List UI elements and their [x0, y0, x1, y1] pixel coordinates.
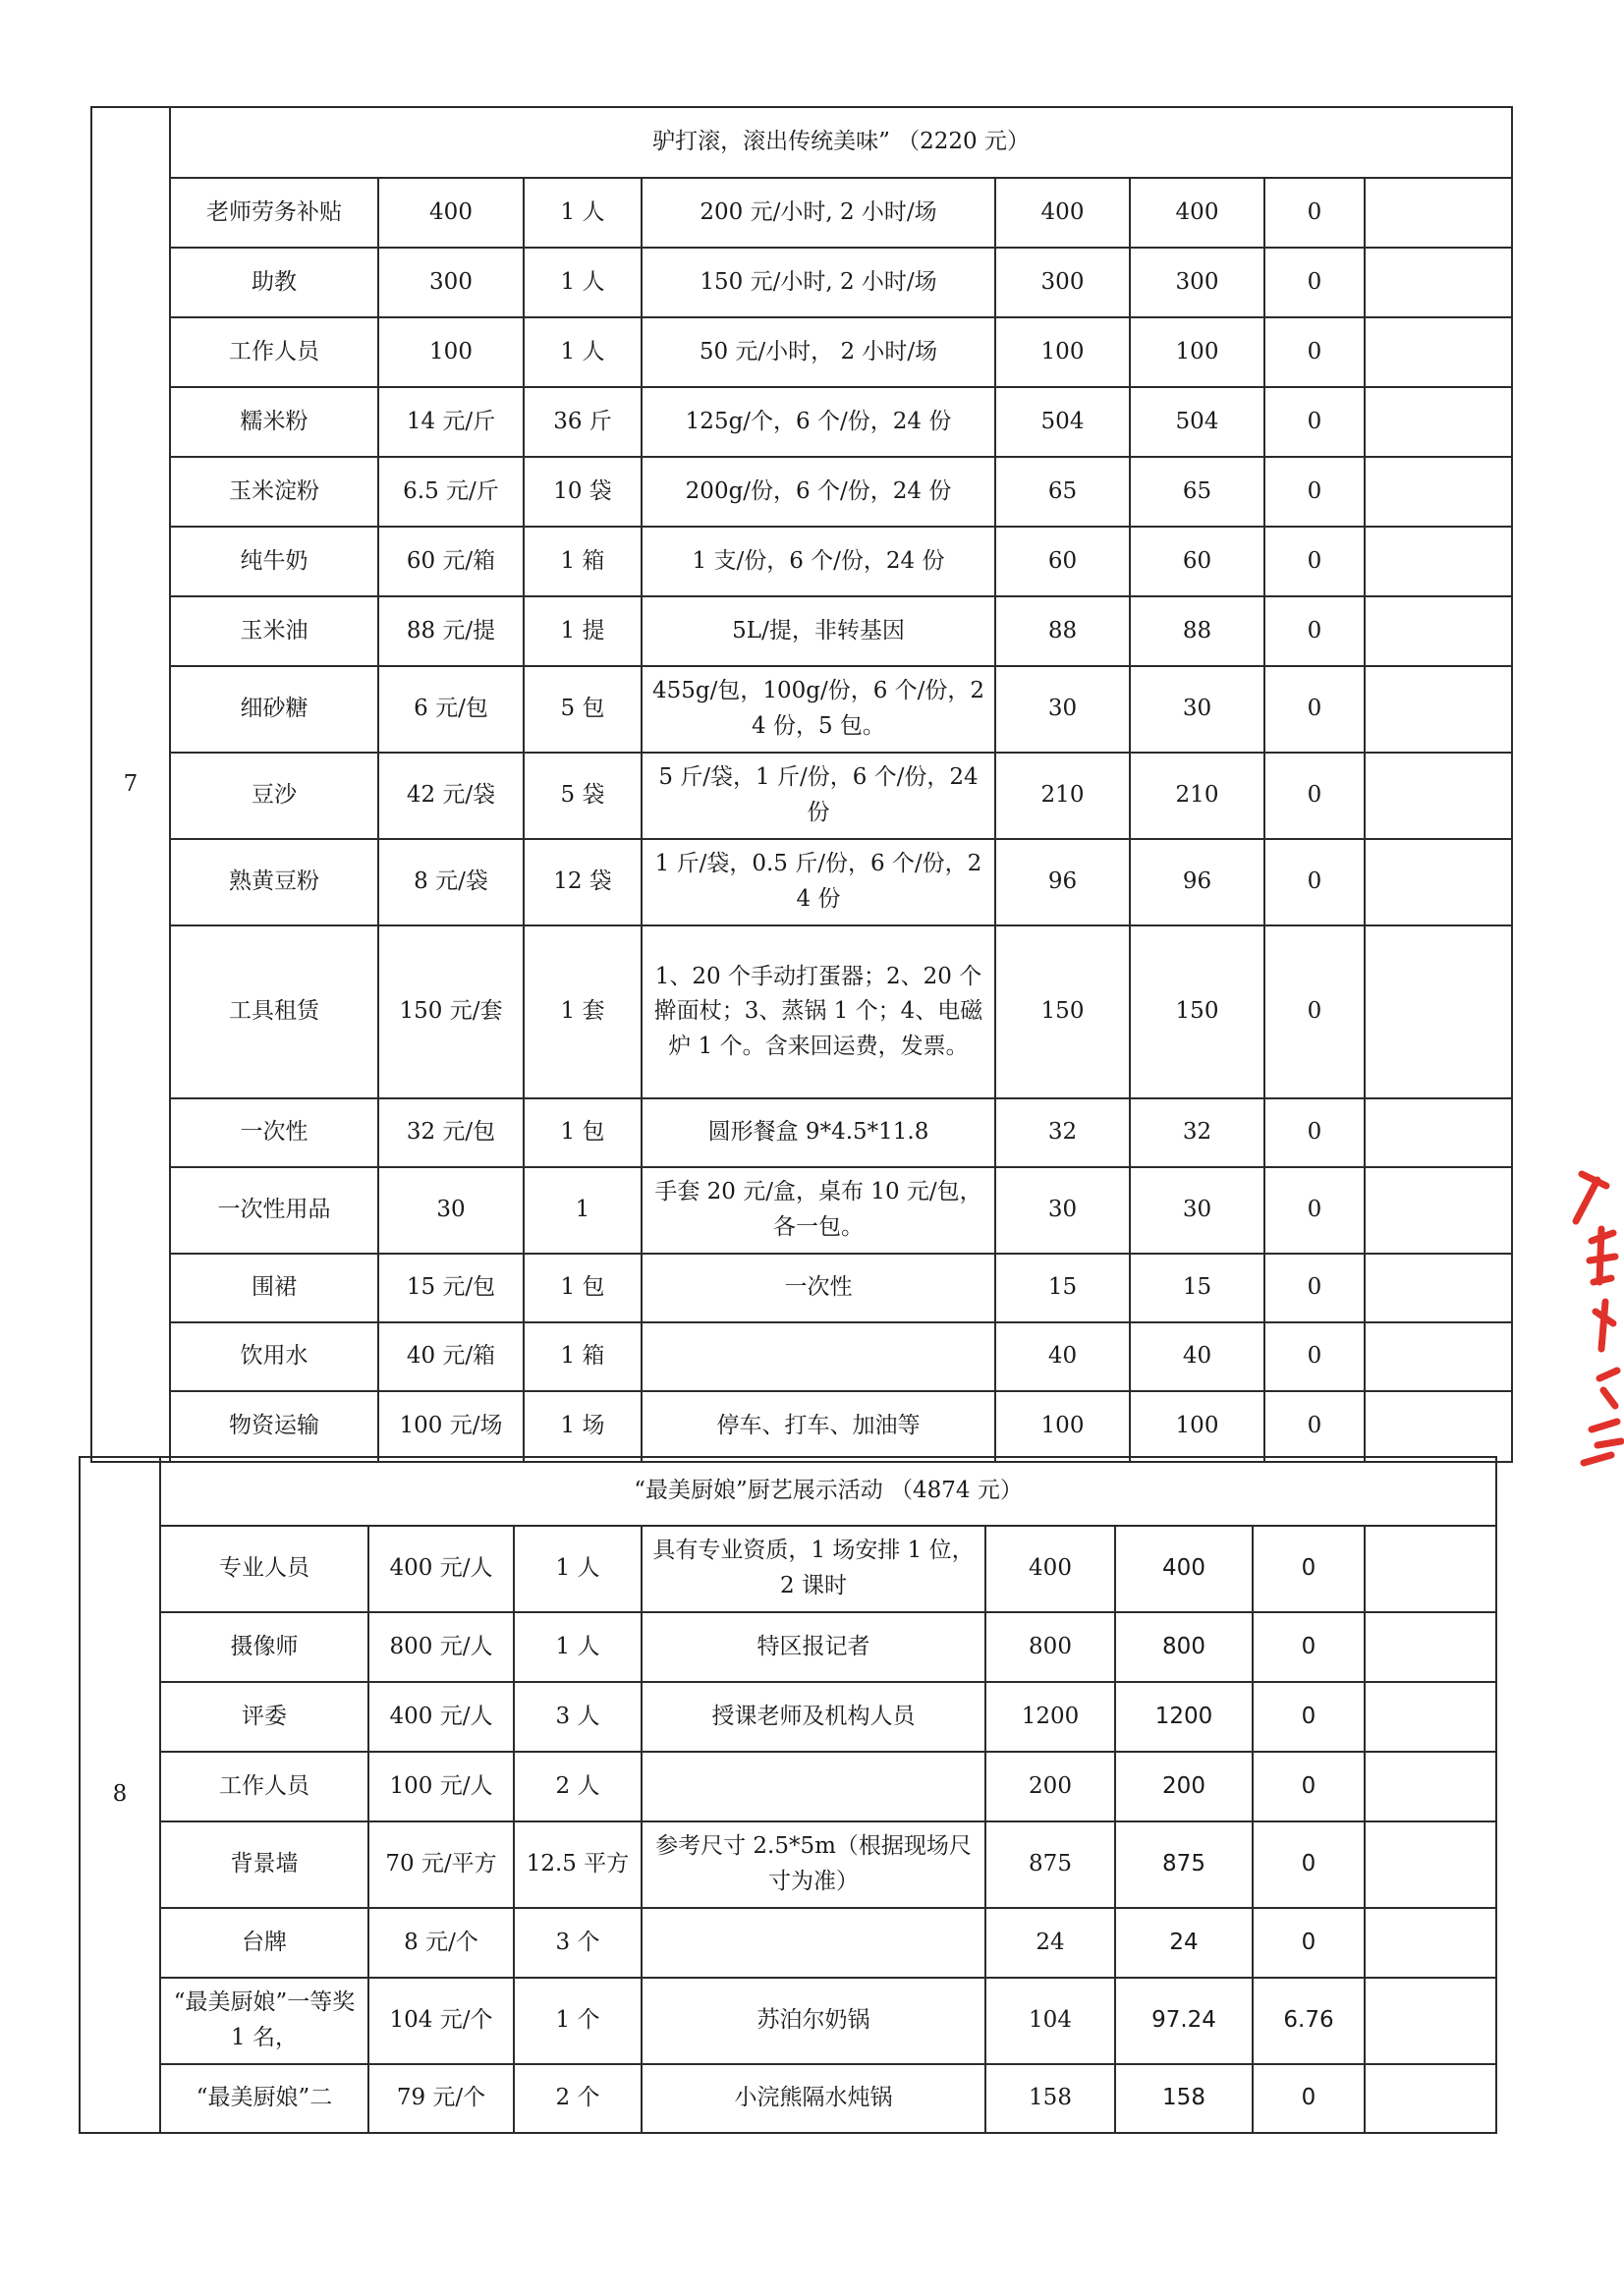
description: 停车、打车、加油等 [642, 1391, 995, 1462]
remark [1365, 1526, 1496, 1612]
quantity: 2 个 [514, 2064, 642, 2133]
budget-amount: 104 [985, 1978, 1115, 2064]
budget-amount: 400 [985, 1526, 1115, 1612]
quantity: 1 人 [524, 248, 642, 317]
budget-amount: 30 [995, 666, 1130, 753]
remark [1365, 2064, 1496, 2133]
quantity: 1 人 [514, 1526, 642, 1612]
budget-amount: 100 [995, 317, 1130, 387]
actual-amount: 150 [1130, 925, 1264, 1098]
item-name: 玉米淀粉 [170, 457, 378, 527]
budget-amount: 88 [995, 596, 1130, 666]
quantity: 1 个 [514, 1978, 642, 2064]
quantity: 3 个 [514, 1908, 642, 1978]
section-seq: 7 [91, 107, 170, 1462]
quantity: 3 人 [514, 1682, 642, 1752]
description: 苏泊尔奶锅 [642, 1978, 985, 2064]
budget-amount: 210 [995, 753, 1130, 839]
actual-amount: 300 [1130, 248, 1264, 317]
table-row [91, 1322, 1512, 1391]
table-row [91, 596, 1512, 666]
item-name: 豆沙 [170, 753, 378, 839]
actual-amount: 88 [1130, 596, 1264, 666]
table-row [80, 1526, 1496, 1612]
difference: 0 [1264, 1167, 1365, 1254]
remark [1365, 1391, 1512, 1462]
quantity: 1 箱 [524, 1322, 642, 1391]
item-name: 背景墙 [160, 1821, 368, 1908]
item-name: 围裙 [170, 1254, 378, 1322]
difference: 0 [1264, 1098, 1365, 1167]
quantity: 1 人 [524, 317, 642, 387]
remark [1365, 1682, 1496, 1752]
difference: 0 [1264, 839, 1365, 925]
remark [1365, 178, 1512, 248]
remark [1365, 666, 1512, 753]
actual-amount: 60 [1130, 527, 1264, 596]
actual-amount: 30 [1130, 1167, 1264, 1254]
actual-amount: 100 [1130, 1391, 1264, 1462]
remark [1365, 1908, 1496, 1978]
quantity: 36 斤 [524, 387, 642, 457]
table-row [91, 925, 1512, 1098]
table-row [91, 1098, 1512, 1167]
budget-amount: 65 [995, 457, 1130, 527]
unit-price: 6 元/包 [378, 666, 524, 753]
quantity: 5 袋 [524, 753, 642, 839]
description [642, 1322, 995, 1391]
item-name: 细砂糖 [170, 666, 378, 753]
budget-amount: 300 [995, 248, 1130, 317]
unit-price: 30 [378, 1167, 524, 1254]
section-title: “最美厨娘”厨艺展示活动 （4874 元） [160, 1457, 1496, 1526]
difference: 0 [1253, 2064, 1365, 2133]
item-name: 熟黄豆粉 [170, 839, 378, 925]
unit-price: 60 元/箱 [378, 527, 524, 596]
quantity: 1 [524, 1167, 642, 1254]
quantity: 1 场 [524, 1391, 642, 1462]
table-row [91, 317, 1512, 387]
table-row [80, 1908, 1496, 1978]
description: 小浣熊隔水炖锅 [642, 2064, 985, 2133]
description: 1、20 个手动打蛋器；2、20 个擀面杖；3、蒸锅 1 个；4、电磁炉 1 个。含来回运费，发票。 [642, 925, 995, 1098]
actual-amount: 96 [1130, 839, 1264, 925]
actual-amount: 32 [1130, 1098, 1264, 1167]
unit-price: 79 元/个 [368, 2064, 514, 2133]
description: 200 元/小时, 2 小时/场 [642, 178, 995, 248]
item-name: 评委 [160, 1682, 368, 1752]
description: 授课老师及机构人员 [642, 1682, 985, 1752]
remark [1365, 1322, 1512, 1391]
table-row [91, 527, 1512, 596]
budget-amount: 504 [995, 387, 1130, 457]
actual-amount: 158 [1115, 2064, 1253, 2133]
remark [1365, 1254, 1512, 1322]
table-row [91, 753, 1512, 839]
item-name: 糯米粉 [170, 387, 378, 457]
unit-price: 100 元/场 [378, 1391, 524, 1462]
unit-price: 40 元/箱 [378, 1322, 524, 1391]
remark [1365, 1978, 1496, 2064]
actual-amount: 15 [1130, 1254, 1264, 1322]
table-row [80, 2064, 1496, 2133]
quantity: 2 人 [514, 1752, 642, 1821]
difference: 0 [1264, 178, 1365, 248]
difference: 0 [1264, 1254, 1365, 1322]
unit-price: 100 元/人 [368, 1752, 514, 1821]
quantity: 10 袋 [524, 457, 642, 527]
table-row [80, 1752, 1496, 1821]
item-name: 工作人员 [170, 317, 378, 387]
unit-price: 14 元/斤 [378, 387, 524, 457]
table-row [91, 248, 1512, 317]
description: 200g/份，6 个/份，24 份 [642, 457, 995, 527]
difference: 0 [1264, 666, 1365, 753]
item-name: 一次性用品 [170, 1167, 378, 1254]
description: 150 元/小时, 2 小时/场 [642, 248, 995, 317]
remark [1365, 317, 1512, 387]
difference: 0 [1264, 753, 1365, 839]
table-row [91, 457, 1512, 527]
unit-price: 6.5 元/斤 [378, 457, 524, 527]
budget-amount: 30 [995, 1167, 1130, 1254]
quantity: 12.5 平方 [514, 1821, 642, 1908]
difference: 0 [1264, 248, 1365, 317]
actual-amount: 40 [1130, 1322, 1264, 1391]
section-title: 驴打滚，滚出传统美味” （2220 元） [170, 107, 1512, 178]
unit-price: 300 [378, 248, 524, 317]
description [642, 1908, 985, 1978]
actual-amount: 400 [1130, 178, 1264, 248]
unit-price: 8 元/个 [368, 1908, 514, 1978]
difference: 0 [1264, 317, 1365, 387]
item-name: 一次性 [170, 1098, 378, 1167]
unit-price: 88 元/提 [378, 596, 524, 666]
remark [1365, 457, 1512, 527]
unit-price: 400 [378, 178, 524, 248]
quantity: 1 包 [524, 1254, 642, 1322]
remark [1365, 1167, 1512, 1254]
difference: 0 [1253, 1682, 1365, 1752]
difference: 0 [1253, 1612, 1365, 1682]
item-name: 工作人员 [160, 1752, 368, 1821]
budget-amount: 96 [995, 839, 1130, 925]
table-row [91, 666, 1512, 753]
table-row [91, 1391, 1512, 1462]
unit-price: 42 元/袋 [378, 753, 524, 839]
item-name: 助教 [170, 248, 378, 317]
budget-amount: 100 [995, 1391, 1130, 1462]
budget-amount: 800 [985, 1612, 1115, 1682]
description: 具有专业资质，1 场安排 1 位，2 课时 [642, 1526, 985, 1612]
budget-amount: 158 [985, 2064, 1115, 2133]
quantity: 12 袋 [524, 839, 642, 925]
unit-price: 15 元/包 [378, 1254, 524, 1322]
quantity: 1 人 [524, 178, 642, 248]
section-8-table [79, 1456, 1497, 2134]
budget-amount: 32 [995, 1098, 1130, 1167]
difference: 0 [1253, 1752, 1365, 1821]
difference: 0 [1264, 925, 1365, 1098]
description: 参考尺寸 2.5*5m（根据现场尺寸为准） [642, 1821, 985, 1908]
difference: 0 [1264, 527, 1365, 596]
difference: 0 [1264, 1322, 1365, 1391]
difference: 0 [1253, 1821, 1365, 1908]
difference: 6.76 [1253, 1978, 1365, 2064]
actual-amount: 24 [1115, 1908, 1253, 1978]
actual-amount: 1200 [1115, 1682, 1253, 1752]
item-name: 摄像师 [160, 1612, 368, 1682]
table-row [91, 1254, 1512, 1322]
unit-price: 150 元/套 [378, 925, 524, 1098]
description: 一次性 [642, 1254, 995, 1322]
description: 1 斤/袋，0.5 斤/份，6 个/份，24 份 [642, 839, 995, 925]
description: 50 元/小时， 2 小时/场 [642, 317, 995, 387]
item-name: “最美厨娘”二 [160, 2064, 368, 2133]
quantity: 1 人 [514, 1612, 642, 1682]
budget-amount: 400 [995, 178, 1130, 248]
item-name: 纯牛奶 [170, 527, 378, 596]
budget-amount: 150 [995, 925, 1130, 1098]
table-row [80, 1612, 1496, 1682]
item-name: 物资运输 [170, 1391, 378, 1462]
description: 特区报记者 [642, 1612, 985, 1682]
remark [1365, 387, 1512, 457]
table-row [80, 1978, 1496, 2064]
quantity: 1 箱 [524, 527, 642, 596]
actual-amount: 210 [1130, 753, 1264, 839]
unit-price: 100 [378, 317, 524, 387]
description: 125g/个，6 个/份，24 份 [642, 387, 995, 457]
actual-amount: 200 [1115, 1752, 1253, 1821]
budget-amount: 15 [995, 1254, 1130, 1322]
section-7-table [90, 106, 1513, 1463]
budget-amount: 60 [995, 527, 1130, 596]
remark [1365, 1821, 1496, 1908]
item-name: 专业人员 [160, 1526, 368, 1612]
description [642, 1752, 985, 1821]
item-name: 工具租赁 [170, 925, 378, 1098]
actual-amount: 800 [1115, 1612, 1253, 1682]
table-row [91, 839, 1512, 925]
difference: 0 [1253, 1908, 1365, 1978]
table-row [91, 178, 1512, 248]
difference: 0 [1264, 596, 1365, 666]
item-name: 老师劳务补贴 [170, 178, 378, 248]
item-name: 饮用水 [170, 1322, 378, 1391]
actual-amount: 65 [1130, 457, 1264, 527]
remark [1365, 248, 1512, 317]
table-row [80, 1821, 1496, 1908]
table-row [91, 387, 1512, 457]
actual-amount: 400 [1115, 1526, 1253, 1612]
quantity: 1 套 [524, 925, 642, 1098]
actual-amount: 875 [1115, 1821, 1253, 1908]
remark [1365, 925, 1512, 1098]
quantity: 5 包 [524, 666, 642, 753]
difference: 0 [1253, 1526, 1365, 1612]
seal-stamp-icon [1562, 1164, 1624, 1508]
remark [1365, 596, 1512, 666]
remark [1365, 839, 1512, 925]
unit-price: 800 元/人 [368, 1612, 514, 1682]
unit-price: 32 元/包 [378, 1098, 524, 1167]
item-name: “最美厨娘”一等奖 1 名， [160, 1978, 368, 2064]
budget-amount: 875 [985, 1821, 1115, 1908]
budget-amount: 1200 [985, 1682, 1115, 1752]
remark [1365, 1612, 1496, 1682]
unit-price: 400 元/人 [368, 1526, 514, 1612]
remark [1365, 1752, 1496, 1821]
actual-amount: 100 [1130, 317, 1264, 387]
unit-price: 104 元/个 [368, 1978, 514, 2064]
budget-amount: 200 [985, 1752, 1115, 1821]
description: 5L/提，非转基因 [642, 596, 995, 666]
description: 1 支/份，6 个/份，24 份 [642, 527, 995, 596]
unit-price: 8 元/袋 [378, 839, 524, 925]
difference: 0 [1264, 387, 1365, 457]
remark [1365, 1098, 1512, 1167]
item-name: 玉米油 [170, 596, 378, 666]
budget-amount: 24 [985, 1908, 1115, 1978]
budget-amount: 40 [995, 1322, 1130, 1391]
table-row [91, 1167, 1512, 1254]
difference: 0 [1264, 1391, 1365, 1462]
quantity: 1 提 [524, 596, 642, 666]
quantity: 1 包 [524, 1098, 642, 1167]
description: 手套 20 元/盒，桌布 10 元/包，各一包。 [642, 1167, 995, 1254]
unit-price: 70 元/平方 [368, 1821, 514, 1908]
description: 5 斤/袋，1 斤/份，6 个/份，24 份 [642, 753, 995, 839]
section-seq: 8 [80, 1457, 160, 2133]
remark [1365, 753, 1512, 839]
unit-price: 400 元/人 [368, 1682, 514, 1752]
description: 455g/包，100g/份，6 个/份，24 份，5 包。 [642, 666, 995, 753]
difference: 0 [1264, 457, 1365, 527]
remark [1365, 527, 1512, 596]
description: 圆形餐盒 9*4.5*11.8 [642, 1098, 995, 1167]
actual-amount: 97.24 [1115, 1978, 1253, 2064]
actual-amount: 30 [1130, 666, 1264, 753]
table-row [80, 1682, 1496, 1752]
item-name: 台牌 [160, 1908, 368, 1978]
actual-amount: 504 [1130, 387, 1264, 457]
